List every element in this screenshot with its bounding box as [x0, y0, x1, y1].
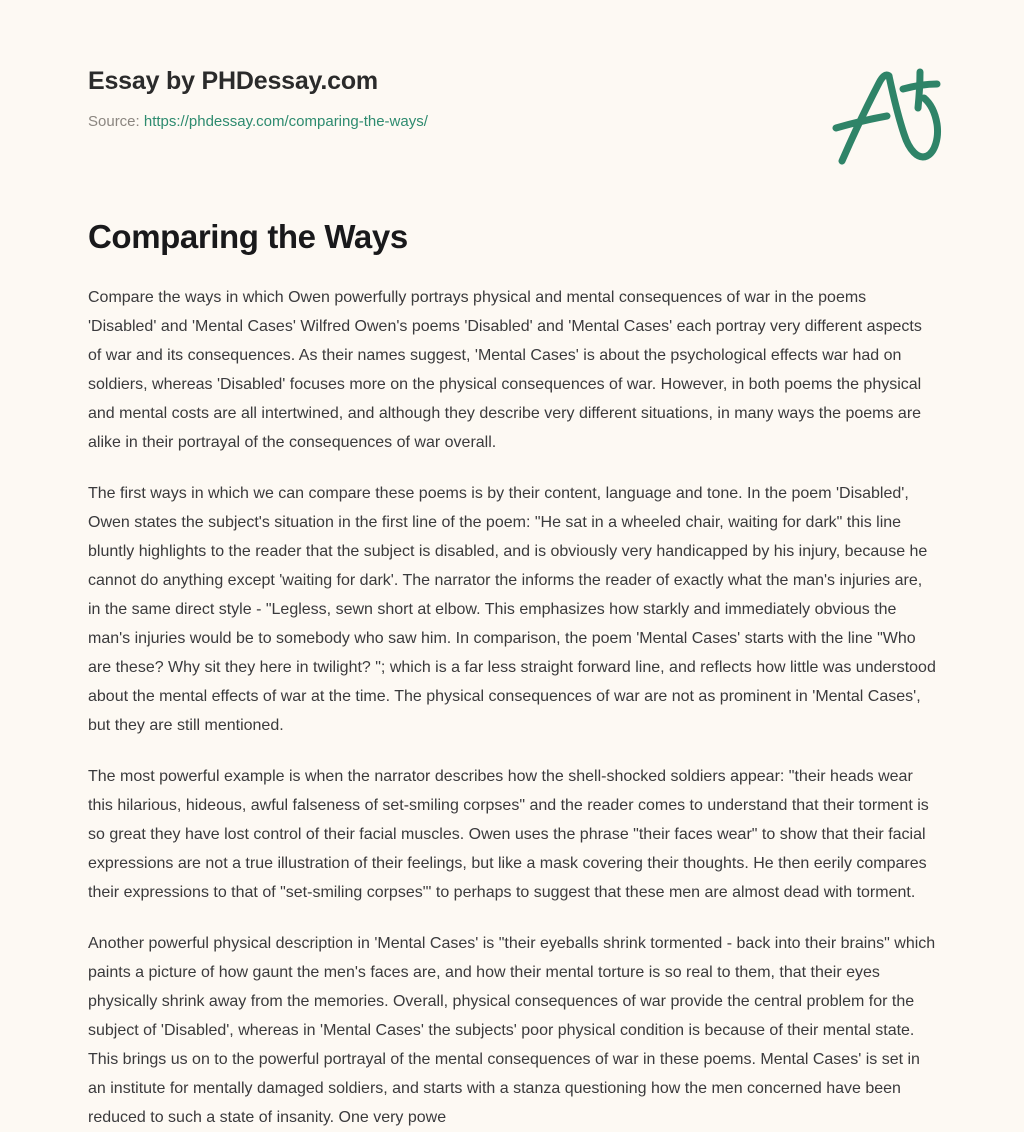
essay-paragraph: The most powerful example is when the narrator describes how the shell-shocked soldiers appear: "their heads wear this hilarious, hideous, awful falseness of set-smiling corpses" and the reader comes to understand that their torment is so great they have lost control of their facial muscles. Owen uses the phrase "their faces wear" to show that their facial expressions are not a true illustration of their feelings, but like a mask covering their thoughts. He then eerily compares their expressions to that of "set-smiling corpses"' to perhaps to suggest that these men are almost dead with torment.	[88, 768, 929, 901]
essay-paragraph: The first ways in which we can compare these poems is by their content, language and tone. In the poem 'Disabled', Owen states the subject's situation in the first line of the poem: "He sat in a wheeled chair, waiting for dark" this line bluntly highlights to the reader that the subject is disabled, and is obviously very handicapped by his injury, because he cannot do anything except 'waiting for dark'. The narrator the informs the reader of exactly what the man's injuries are, in the same direct style - "Legless, sewn short at elbow. This emphasizes how starkly and immediately obvious the man's injuries would be to somebody who saw him. In comparison, the poem 'Mental Cases' starts with the line "Who are these? Why sit they here in twilight? "; which is a far less straight forward line, and reflects how little was understood about the mental effects of war at the time. The physical consequences of war are not as prominent in 'Mental Cases', but they are still mentioned.	[88, 485, 936, 734]
page-title: Comparing the Ways	[88, 218, 408, 255]
page-header	[88, 66, 948, 132]
source-line	[88, 112, 948, 132]
essay-paragraph: Compare the ways in which Owen powerfully portrays physical and mental consequences of war in the poems 'Disabled' and 'Mental Cases' Wilfred Owen's poems 'Disabled' and 'Mental Cases' each portray very different aspects of war and its consequences. As their names suggest, 'Mental Cases' is about the psychological effects war had on soldiers, whereas 'Disabled' focuses more on the physical consequences of war. However, in both poems the physical and mental costs are all intertwined, and although they describe very different situations, in many ways the poems are alike in their portrayal of the consequences of war overall.	[88, 289, 922, 451]
brand-title: Essay by PHDessay.com	[88, 67, 378, 95]
aplus-logo-icon	[830, 62, 950, 170]
source-label: Source:	[88, 113, 140, 130]
source-url-link[interactable]: https://phdessay.com/comparing-the-ways/	[143, 113, 428, 130]
aplus-logo-glyph	[830, 62, 950, 170]
essay-paragraph: Another powerful physical description in 'Mental Cases' is "their eyeballs shrink tormented - back into their brains" which paints a picture of how gaunt the men's faces are, and how their mental torture is so real to them, that their eyes physically shrink away from the memories. Overall, physical consequences of war provide the central problem for the subject of 'Disabled', whereas in 'Mental Cases' the subjects' poor physical condition is because of their mental state. This brings us on to the powerful portrayal of the mental consequences of war in these poems. Mental Cases' is set in an institute for mentally damaged soldiers, and starts with a stanza questioning how the men concerned have been reduced to such a state of insanity. One very powe	[88, 935, 936, 1126]
essay-body	[88, 283, 937, 1132]
